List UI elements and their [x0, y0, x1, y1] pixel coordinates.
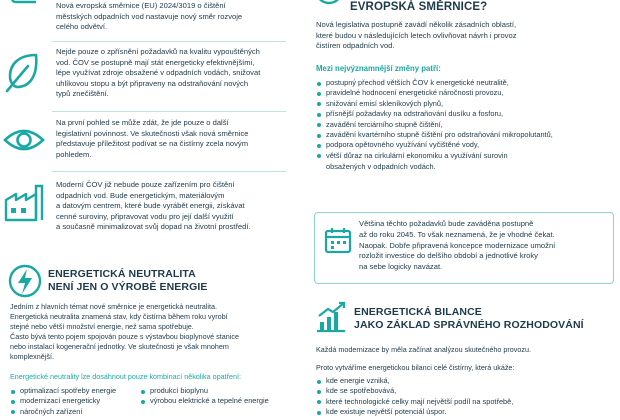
- intro-line: které budou v následujících letech ovlivňovat návrh i provoz: [316, 30, 517, 40]
- list-item: kde se spotřebovává,: [316, 386, 616, 396]
- question-icon: [314, 0, 344, 12]
- note-line: Většina těchto požadavků bude zaváděna postupně: [359, 219, 534, 228]
- feature-row-efficiency: [0, 45, 294, 111]
- feature-line: legislativní povinnost. Ve skutečnosti však nová směrnice: [56, 128, 249, 138]
- right-column: [306, 0, 620, 420]
- feature-line: odpadních vod. Bude energetickým, materiálovým: [56, 190, 225, 200]
- feature-line: a současně minimalizovat svůj dopad na životní prostředí.: [56, 222, 251, 232]
- feature-line: lépe využívat zdroje obsažené v odpadních vodách, snižovat: [56, 68, 261, 78]
- list-item-continuation: obsažených v odpadních vodách.: [326, 162, 436, 171]
- list-item: podpora opětovného využívání vyčištěné vody,: [316, 140, 616, 150]
- growth-chart-icon: [314, 300, 348, 334]
- intro-line: Nová legislativa postupně zavádí několik zásadních oblastí,: [316, 20, 517, 29]
- intro-text: [56, 1, 288, 33]
- energy-lead: Energetické neutrality lze dosáhnout pouze kombinací několika opatření:: [10, 372, 241, 381]
- energy-line: komplexnější.: [10, 352, 54, 361]
- energy-body: [10, 302, 294, 362]
- timeline-note: [314, 212, 614, 284]
- balance-title-line: ENERGETICKÁ BILANCE: [354, 306, 482, 318]
- leaf-icon: [2, 49, 46, 93]
- feature-line: Moderní ČOV již nebude pouze zařízením pro čištění: [56, 180, 235, 189]
- feature-row-modern-plant: [0, 178, 294, 244]
- intro-line: Nová evropská směrnice (EU) 2024/3019 o čištění: [56, 1, 226, 10]
- feature-line: představuje příležitost podívat se na čistírny zcela novým: [56, 139, 249, 149]
- lightning-icon: [8, 264, 42, 298]
- list-item: produkcí bioplynu: [140, 386, 290, 396]
- list-item: modernizací energeticky: [10, 396, 140, 406]
- calendar-icon: [323, 225, 353, 255]
- list-item: větší důraz na cirkulární ekonomiku a využívání surovin: [316, 151, 616, 161]
- energy-line: stejné nebo větší množství energie, než sama spotřebuje.: [10, 322, 194, 331]
- list-item: zavádění terciárního stupně čištění,: [316, 120, 616, 130]
- list-item: přísnější požadavky na odstraňování dusíku a fosforu,: [316, 109, 616, 119]
- balance-title-line: JAKO ZÁKLAD SPRÁVNÉHO ROZHODOVÁNÍ: [354, 318, 584, 331]
- feature-text: [56, 47, 288, 100]
- energy-line: Často bývá tento pojem spojován pouze s výstavbou bioplynové stanice: [10, 332, 239, 341]
- list-item: kde energie vzniká,: [316, 376, 616, 386]
- energy-line: Jedním z hlavních témat nové směrnice je energetická neutralita.: [10, 302, 217, 311]
- note-line: na sebe logicky navázat.: [359, 262, 443, 272]
- energy-title-line: ENERGETICKÁ NEUTRALITA: [48, 268, 196, 280]
- list-item: optimalizací spotřeby energie: [10, 386, 140, 396]
- divider: [52, 111, 286, 112]
- list-item-continuation: náročných zařízení: [20, 406, 83, 416]
- right-intro: [316, 20, 616, 52]
- note-text: [359, 219, 609, 273]
- changes-list: [316, 78, 616, 161]
- divider: [52, 171, 286, 172]
- energy-title: [48, 268, 288, 293]
- section-heading: EVROPSKÁ SMĚRNICE?: [350, 1, 488, 13]
- list-item: pravidelné hodnocení energetické náročnosti provozu,: [316, 88, 616, 98]
- list-item: kde existuje největší potenciál úspor.: [316, 407, 616, 417]
- list-item: zavádění kvartérního stupně čištění pro odstraňování mikropolutantů,: [316, 130, 616, 140]
- energy-measures-col1: [10, 386, 140, 417]
- feature-line: cenné suroviny, připravovat vodu pro její další využití: [56, 211, 234, 221]
- balance-lead: Proto vytváříme energetickou bilanci celé čistírny, která ukáže:: [316, 363, 515, 372]
- balance-list: [316, 376, 616, 418]
- list-item: snižování emisí skleníkových plynů,: [316, 99, 616, 109]
- note-line: Naopak. Dobře připravená koncepce modernizace umožní: [359, 240, 556, 250]
- energy-measures-col2: [140, 386, 290, 407]
- feature-line: Nejde pouze o zpřísnění požadavků na kvalitu vypouštěných: [56, 47, 260, 56]
- energy-line: Energetická neutralita znamená stav, kdy čistírna během roku vyrobí: [10, 312, 228, 321]
- feature-line: pohledem.: [56, 149, 92, 159]
- intro-line: celého odvětví.: [56, 22, 108, 32]
- intro-row: [0, 0, 294, 38]
- list-item: [10, 407, 140, 417]
- note-line: rozložit investice do delšího období a jednotlivé kroky: [359, 251, 538, 261]
- feature-line: Na první pohled se může zdát, že jde pouze o další: [56, 118, 229, 127]
- list-item: které technologické celky mají největší podíl na spotřebě,: [316, 397, 616, 407]
- document-icon: [2, 0, 46, 6]
- energy-title-line: NENÍ JEN O VÝROBĚ ENERGIE: [48, 280, 208, 293]
- feature-text: [56, 118, 288, 160]
- feature-line: vod. ČOV se postupně mají stát energeticky efektivnějšími,: [56, 57, 255, 67]
- changes-heading: Mezi nejvýznamnější změny patří:: [316, 64, 441, 73]
- energy-line: nebo instalací kogenerační jednotky. Ve skutečnosti je však mnohem: [10, 342, 229, 351]
- feature-text: [56, 180, 288, 233]
- feature-row-opportunity: [0, 116, 294, 170]
- list-item: výrobou elektrické a tepelné energie: [140, 396, 290, 406]
- note-line: až do roku 2045. To však neznamená, že je vhodné čekat.: [359, 229, 555, 239]
- feature-line: uhlíkovou stopu a být připraveny na odstraňování nových: [56, 78, 249, 88]
- feature-line: typů znečištění.: [56, 89, 109, 99]
- left-column: [0, 0, 294, 420]
- balance-title: [354, 306, 616, 331]
- feature-line: a datovým centrem, které bude vyrábět energii, získávat: [56, 201, 245, 211]
- divider: [52, 41, 286, 42]
- list-item: postupný přechod větších ČOV k energetické neutralitě,: [316, 78, 616, 88]
- balance-intro: Každá modernizace by měla začínat analýzou skutečného provozu.: [316, 345, 531, 354]
- intro-line: městských odpadních vod nastavuje nový směr rozvoje: [56, 11, 243, 21]
- intro-line: čistíren odpadních vod.: [316, 41, 395, 51]
- eye-icon: [2, 118, 46, 162]
- factory-icon: [2, 180, 46, 224]
